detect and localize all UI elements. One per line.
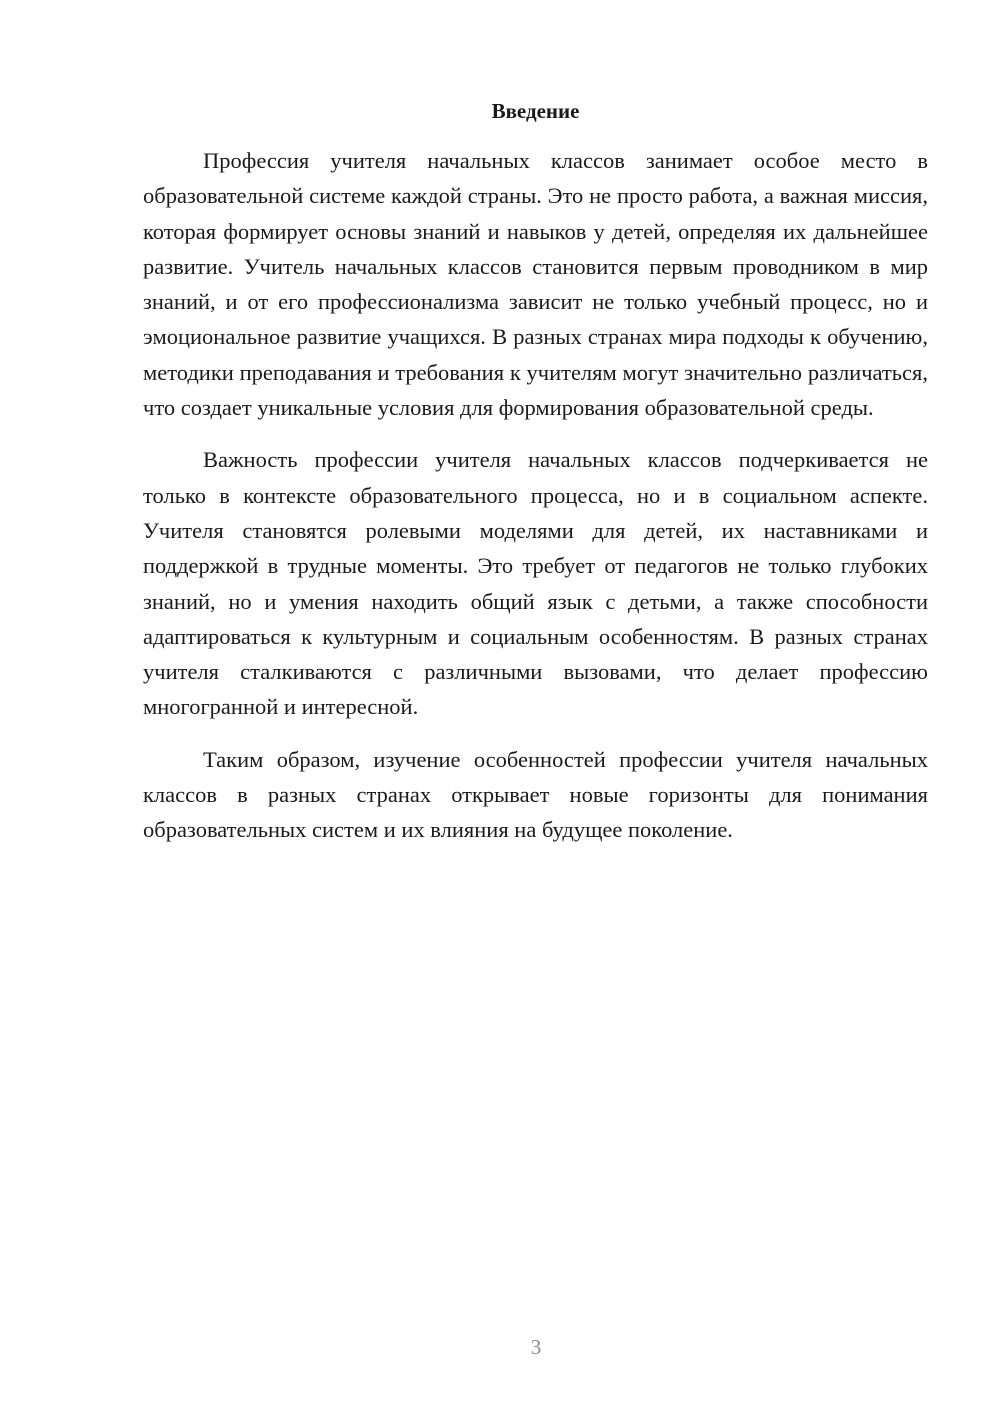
paragraph-3: Таким образом, изучение особенностей профессии учителя начальных классов в разных странах открывает новые горизонты для понимания образовательных систем и их влияния на будущее поколение. [143,746,928,843]
section-heading: Введение [491,99,580,123]
paragraph-1: Профессия учителя начальных классов занимает особое место в образовательной системе каждой страны. Это не просто работа, а важная миссия, которая формирует основы знаний и навыков у детей, определяя их дальнейшее развитие. Учитель начальных классов становится первым проводником в мир знаний, и от его профессионализма зависит не только учебный процесс, но и эмоциональное развитие учащихся. В разных странах мира подходы к обучению, методики преподавания и требования к учителям могут значительно различаться, что создает уникальные условия для формирования образовательной среды. [143,148,928,421]
body-text [143,143,928,865]
page-number: 3 [530,1335,542,1359]
paragraph-2: Важность профессии учителя начальных классов подчеркивается не только в контексте образовательного процесса, но и в социальном аспекте. Учителя становятся ролевыми моделями для детей, их наставниками и поддержкой в трудные моменты. Это требует от педагогов не только глубоких знаний, но и умения находить общий язык с детьми, а также способности адаптироваться к культурным и социальным особенностям. В разных странах учителя сталкиваются с различными вызовами, что делает профессию многогранной и интересной. [143,447,928,720]
